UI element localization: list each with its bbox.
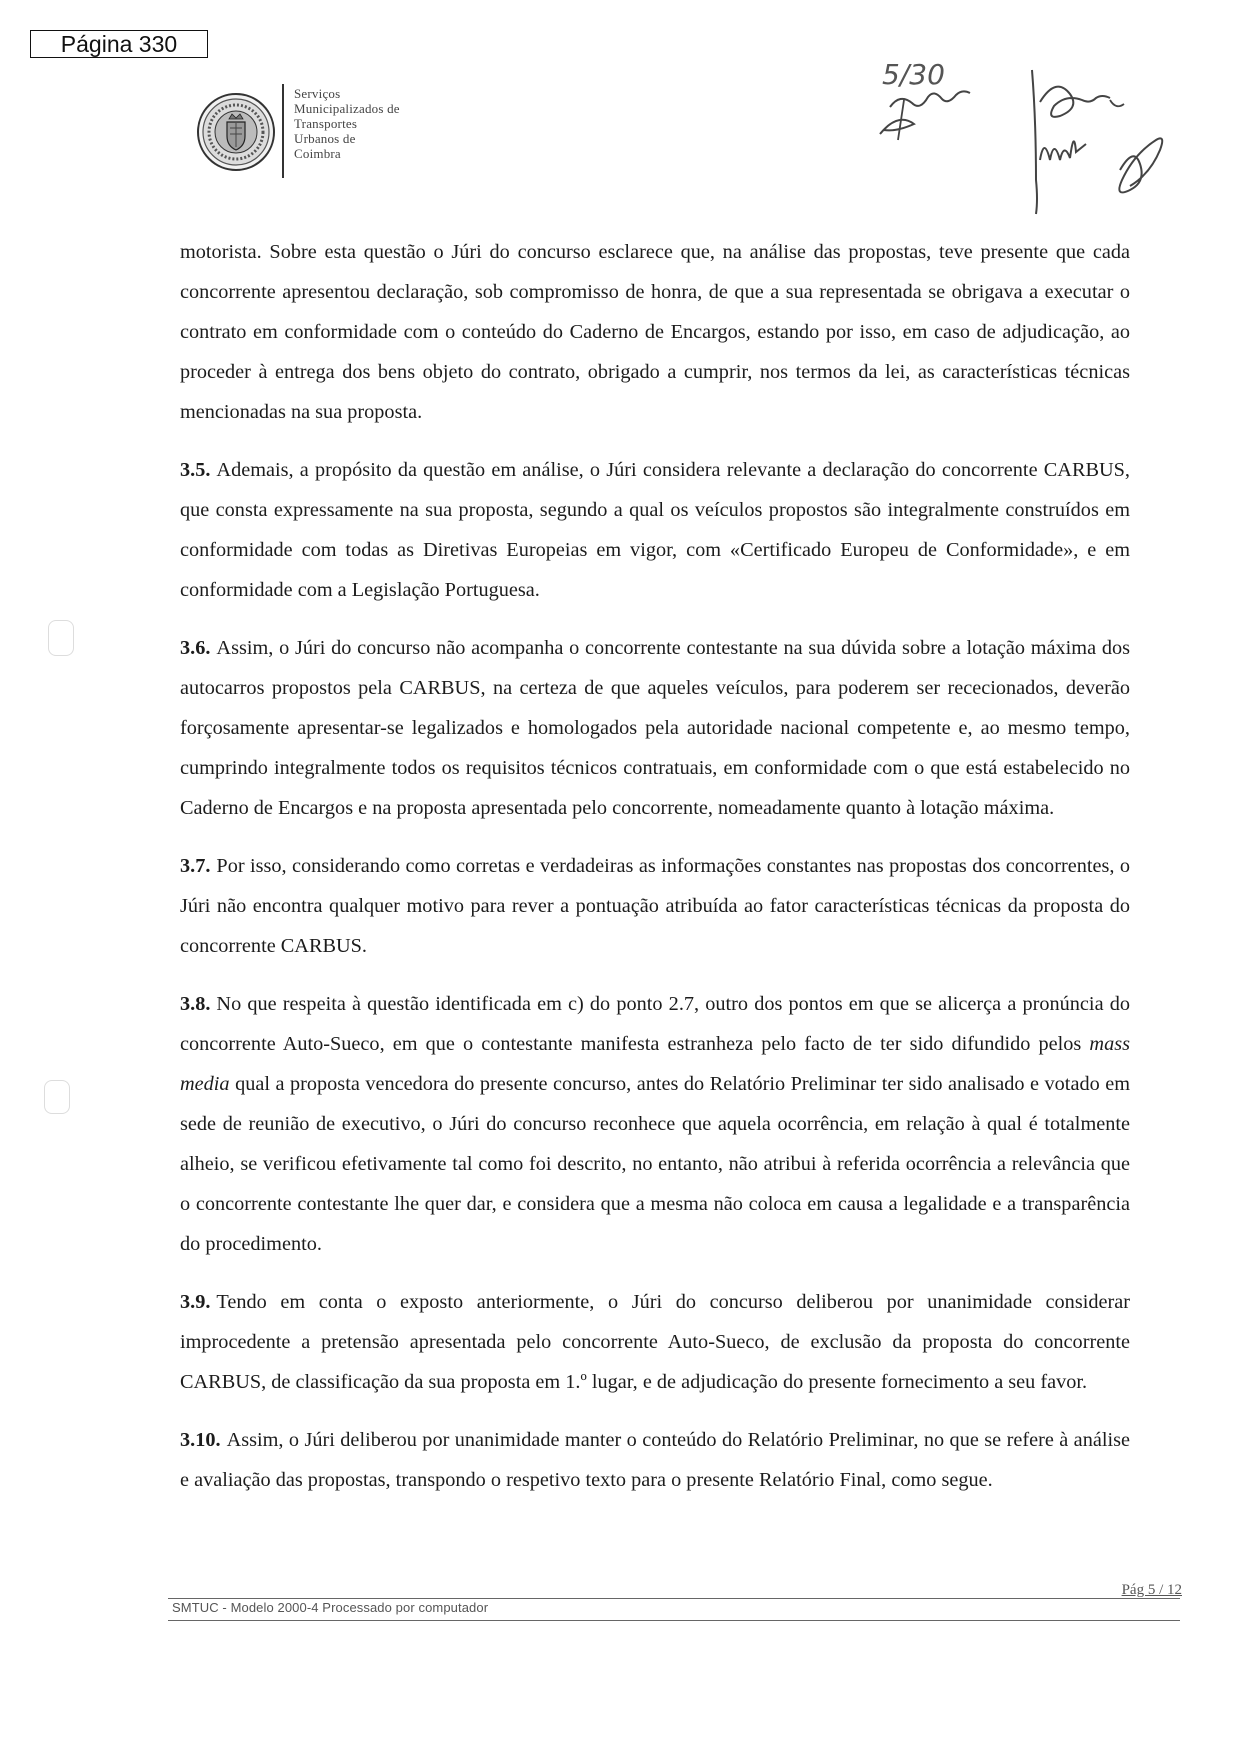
logo-line: Serviços: [294, 86, 341, 101]
paragraph-text: No que respeita à questão identificada em c) do ponto 2.7, outro dos pontos em que se alicerça a pronúncia do concorrente Auto-Sueco, em que o contestante manifesta estranheza pelo facto de ter sido difundido pelos: [180, 993, 1130, 1055]
handwritten-note: 5/30: [882, 58, 945, 91]
footer-model-label: SMTUC - Modelo 2000-4 Processado por computador: [172, 1600, 489, 1615]
scan-artifact: [44, 1080, 70, 1114]
paragraph-number: 3.8.: [180, 993, 211, 1015]
organization-name: [294, 86, 400, 161]
paragraph-text: Por isso, considerando como corretas e verdadeiras as informações constantes nas propostas dos concorrentes, o Júri não encontra qualquer motivo para rever a pontuação atribuída ao fator características técnicas da proposta do concorrente CARBUS.: [180, 855, 1130, 957]
handwritten-signature: [1020, 60, 1185, 220]
paragraph-text: Tendo em conta o exposto anteriormente, o Júri do concurso deliberou por unanimidade considerar improcedente a pretensão apresentada pelo concorrente Auto-Sueco, de exclusão da proposta do concorrente CARBUS, de classificação da sua proposta em 1.º lugar, e de adjudicação do presente fornecimento a seu favor.: [180, 1291, 1130, 1393]
logo-line: Municipalizados de: [294, 101, 400, 116]
paragraph-text: Assim, o Júri deliberou por unanimidade manter o conteúdo do Relatório Preliminar, no que se refere à análise e avaliação das propostas, transpondo o respetivo texto para o presente Relatório Final, como segue.: [180, 1429, 1130, 1491]
paragraph-3-6: [180, 628, 1130, 828]
paragraph-number: 3.7.: [180, 855, 211, 877]
paragraph-number: 3.10.: [180, 1429, 221, 1451]
paragraph-3-7: [180, 846, 1130, 966]
paragraph-text: motorista. Sobre esta questão o Júri do concurso esclarece que, na análise das propostas, teve presente que cada concorrente apresentou declaração, sob compromisso de honra, de que a sua representada se obrigava a executar o contrato em conformidade com o conteúdo do Caderno de Encargos, estando por isso, em caso de adjudicação, ao proceder à entrega dos bens objeto do contrato, obrigado a cumprir, nos termos da lei, as características técnicas mencionadas na sua proposta.: [180, 241, 1130, 423]
footer-divider: [168, 1598, 1180, 1599]
paragraph-3-8: [180, 984, 1130, 1264]
paragraph-3-9: [180, 1282, 1130, 1402]
paragraph-text: Assim, o Júri do concurso não acompanha o concorrente contestante na sua dúvida sobre a lotação máxima dos autocarros propostos pela CARBUS, na certeza de que aqueles veículos, para poderem ser rececionados, deverão forçosamente apresentar-se legalizados e homologados pela autoridade nacional competente e, ao mesmo tempo, cumprindo integralmente todos os requisitos técnicos contratuais, em conformidade com o que está estabelecido no Caderno de Encargos e na proposta apresentada pelo concorrente, nomeadamente quanto à lotação máxima.: [180, 637, 1130, 819]
paragraph-text: qual a proposta vencedora do presente concurso, antes do Relatório Preliminar ter sido analisado e votado em sede de reunião de executivo, o Júri do concurso reconhece que aquela ocorrência, em relação à qual é totalmente alheio, se verificou efetivamente tal como foi descrito, no entanto, não atribui à referida ocorrência a relevância que o concorrente contestante lhe quer dar, e considera que a mesma não coloca em causa a legalidade e a transparência do procedimento.: [180, 1073, 1130, 1255]
paragraph-number: 3.5.: [180, 459, 211, 481]
logo-divider: [282, 84, 284, 178]
logo-line: Urbanos de: [294, 131, 356, 146]
paragraph-number: 3.9.: [180, 1291, 211, 1313]
municipal-seal-logo: [196, 92, 276, 172]
emphasis-text: mass media: [180, 1033, 1130, 1095]
handwritten-initials-signature: [870, 52, 1000, 147]
paragraph-number: 3.6.: [180, 637, 211, 659]
logo-line: Transportes: [294, 116, 358, 131]
footer-page-number: Pág 5 / 12: [1121, 1582, 1182, 1598]
footer-divider: [168, 1620, 1180, 1621]
paragraph-text: Ademais, a propósito da questão em análise, o Júri considera relevante a declaração do concorrente CARBUS, que consta expressamente na sua proposta, segundo a qual os veículos propostos são integralmente construídos em conformidade com todas as Diretivas Europeias em vigor, com «Certificado Europeu de Conformidade», e em conformidade com a Legislação Portuguesa.: [180, 459, 1130, 601]
paragraph-continuation: [180, 232, 1130, 432]
document-body: [180, 232, 1130, 1518]
page-number-stamp: Página 330: [30, 30, 208, 58]
scan-artifact: [48, 620, 74, 656]
paragraph-3-10: [180, 1420, 1130, 1500]
logo-line: Coimbra: [294, 146, 341, 161]
paragraph-3-5: [180, 450, 1130, 610]
